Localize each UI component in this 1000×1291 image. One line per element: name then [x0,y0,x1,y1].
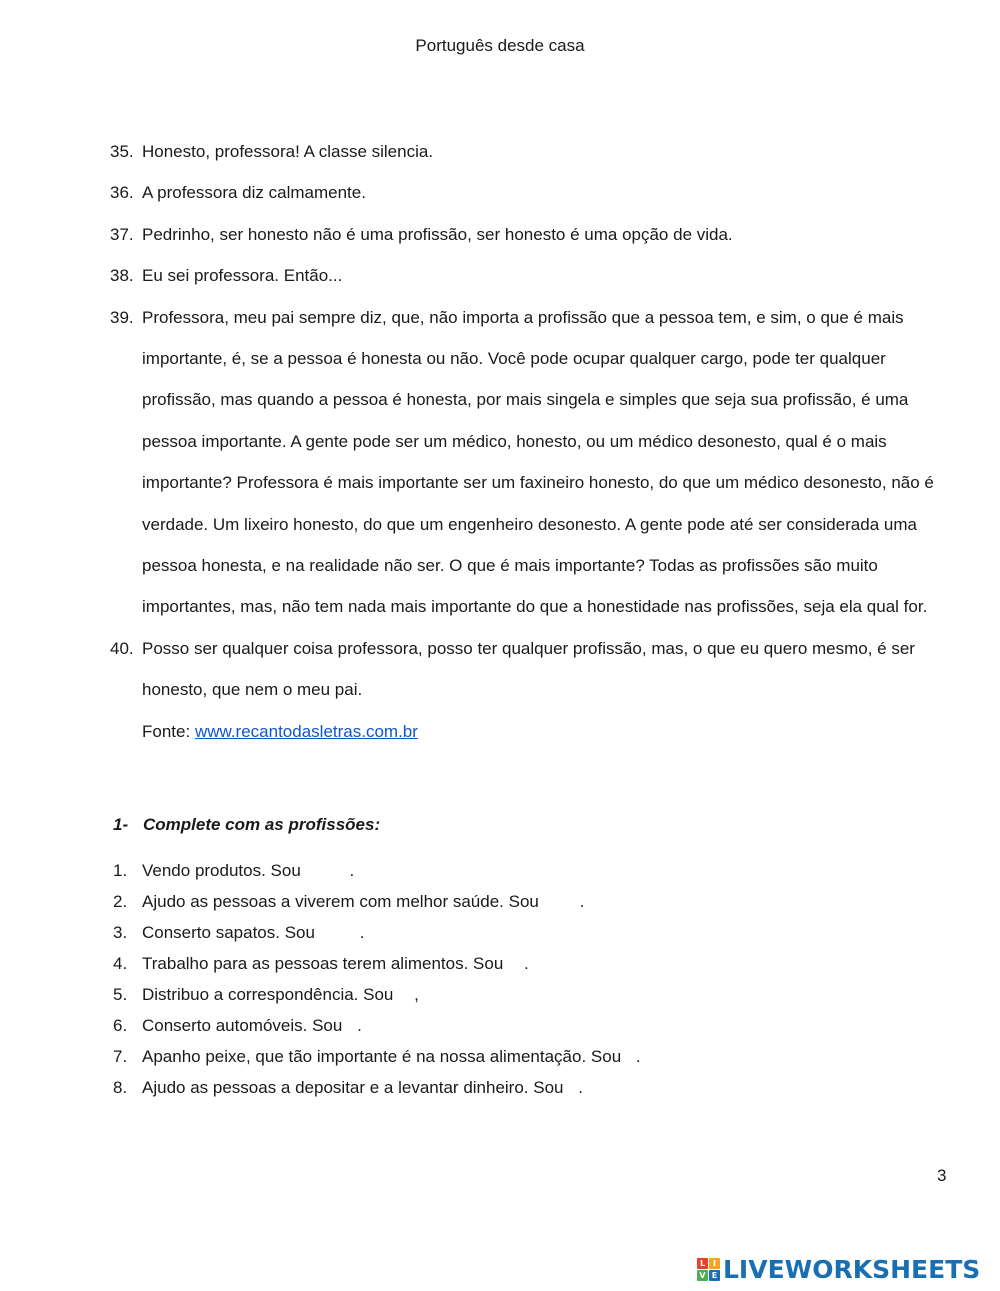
exercise-item [113,948,913,979]
item-number: 3. [113,923,128,942]
brand-mark-letter: L [697,1258,708,1269]
brand-text: LIVEWORKSHEETS [723,1254,981,1284]
story-paragraph-39 [110,297,950,628]
exercise-item [113,979,913,1010]
paragraph-number: 39. [110,307,134,327]
item-end: . [357,1016,362,1035]
paragraph-number: 35. [110,142,134,161]
brand-mark-letter: V [697,1270,708,1281]
exercise-item [113,1041,913,1072]
paragraph-number: 36. [110,183,134,203]
story-paragraph-38 [110,255,950,296]
item-text: Ajudo as pessoas a viverem com melhor saúde. Sou [142,892,539,911]
exercise-item [113,1010,913,1041]
item-number: 4. [113,954,128,973]
source-label: Fonte: [142,721,191,741]
item-number: 5. [113,985,128,1004]
exercise-number: 1- [113,815,129,834]
item-end: , [414,985,419,1004]
item-text: Conserto sapatos. Sou [142,923,315,942]
brand-mark-letter: I [709,1258,720,1269]
exercise-item [113,855,913,886]
item-number: 2. [113,892,128,911]
exercise-title-text: Complete com as profissões: [143,815,381,834]
story-paragraph-35 [110,131,950,172]
page-header [0,36,1000,56]
paragraph-text: Professora, meu pai sempre diz, que, não importa a profissão que a pessoa tem, e sim, o que é mais importante, é, se a pessoa é honesta ou não. Você pode ocupar qualquer cargo, pode ter qualquer profissão, mas quando a pessoa é honesta, por mais singela e simples que seja sua profissão, é uma pessoa importante. A gente pode ser um médico, honesto, ou um médico desonesto, qual é o mais importante? Professora é mais importante ser um faxineiro honesto, do que um médico desonesto, não é verdade. Um lixeiro honesto, do que um engenheiro desonesto. A gente pode até ser considerada uma pessoa honesta, e na realidade não ser. O que é mais importante? Todas as profissões são muito importantes, mas, não tem nada mais importante do que a honestidade nas profissões, seja ela qual for. [142,307,934,617]
item-number: 7. [113,1047,128,1066]
brand-mark-letter: E [709,1270,720,1281]
item-text: Vendo produtos. Sou [142,861,301,880]
item-text: Apanho peixe, que tão importante é na nossa alimentação. Sou [142,1047,622,1066]
item-end: . [359,923,365,942]
paragraph-number: 40. [110,638,134,658]
paragraph-text: A professora diz calmamente. [142,183,366,203]
paragraph-text: Honesto, professora! A classe silencia. [142,142,434,161]
story-text [110,131,950,752]
item-end: . [349,861,355,880]
paragraph-text: Eu sei professora. Então... [142,266,343,286]
liveworksheets-logo [697,1252,980,1286]
exercise-list [113,855,913,1103]
story-paragraph-36 [110,172,950,213]
item-text: Ajudo as pessoas a depositar e a levantar dinheiro. Sou [142,1078,564,1097]
item-number: 1. [113,861,128,880]
page-number: 3 [937,1166,947,1185]
exercise-item [113,1072,913,1103]
story-paragraph-40 [110,628,950,711]
paragraph-text: Pedrinho, ser honesto não é uma profissão, ser honesto é uma opção de vida. [142,224,733,244]
item-text: Trabalho para as pessoas terem alimentos. Sou [142,954,504,973]
brand-mark-icon [697,1258,720,1281]
paragraph-number: 38. [110,266,134,286]
item-end: . [579,892,585,911]
exercise-item [113,886,913,917]
item-end: . [635,1047,641,1066]
paragraph-text: Posso ser qualquer coisa professora, posso ter qualquer profissão, mas, o que eu quero mesmo, é ser honesto, que nem o meu pai. [142,638,915,700]
source-line [110,711,950,752]
item-end: . [578,1078,583,1097]
exercise-item [113,917,913,948]
item-text: Distribuo a correspondência. Sou [142,985,394,1004]
story-paragraph-37 [110,214,950,255]
exercise-title [113,815,380,835]
item-number: 8. [113,1078,128,1097]
item-end: . [524,954,529,973]
item-number: 6. [113,1016,128,1035]
source-link[interactable]: www.recantodasletras.com.br [194,721,418,741]
header-title: Português desde casa [415,36,585,55]
item-text: Conserto automóveis. Sou [142,1016,343,1035]
paragraph-number: 37. [110,224,134,244]
